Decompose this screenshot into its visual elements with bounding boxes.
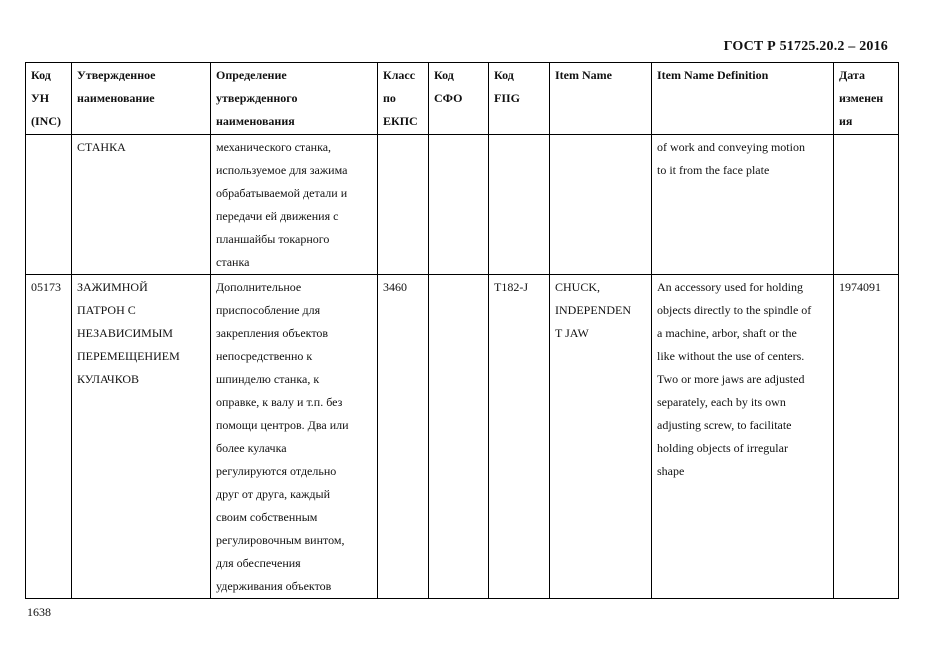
cell-text-line: СТАНКА xyxy=(77,140,126,154)
cell-text-line: для обеспечения xyxy=(216,556,301,570)
cell-text-line: изменен xyxy=(839,91,884,105)
cell-text-line: T182-J xyxy=(494,280,528,294)
document-header: ГОСТ Р 51725.20.2 – 2016 xyxy=(723,39,888,54)
cell-text-line: шпинделю станка, к xyxy=(216,372,320,386)
cell-definition xyxy=(211,275,378,599)
cell-text-line: Класс xyxy=(383,68,416,82)
cell-text-line: of work and conveying motion xyxy=(657,140,805,154)
cell-text-line: передачи ей движения с xyxy=(216,209,339,223)
cell-text-line: ПЕРЕМЕЩЕНИЕМ xyxy=(77,349,180,363)
cell-text-line: наименования xyxy=(216,114,295,128)
table-row-05173 xyxy=(26,275,899,599)
cell-approved-name xyxy=(72,275,211,599)
cell-text-line: ия xyxy=(839,114,853,128)
cell-ekps-class xyxy=(378,275,429,599)
cell-text-line: INDEPENDEN xyxy=(555,303,631,317)
cell-text-line: механического станка, xyxy=(216,140,332,154)
cell-item-name xyxy=(550,275,652,599)
cell-text-line: непосредственно к xyxy=(216,349,313,363)
cell-text-line: друг от друга, каждый xyxy=(216,487,331,501)
page-number: 1638 xyxy=(27,605,51,619)
cell-text-line: like without the use of centers. xyxy=(657,349,805,363)
cell-text-line: более кулачка xyxy=(216,441,287,455)
cell-item-name-definition xyxy=(652,135,834,275)
cell-text-line: 05173 xyxy=(31,280,61,294)
cell-sfo-code xyxy=(429,135,489,275)
cell-fiig-code xyxy=(489,135,550,275)
column-header-sfo-code xyxy=(429,63,489,135)
cell-text-line: Дата xyxy=(839,68,865,82)
cell-text-line: Дополнительное xyxy=(216,280,302,294)
cell-text-line: регулировочным винтом, xyxy=(216,533,345,547)
column-header-definition xyxy=(211,63,378,135)
cell-text-line: Код xyxy=(494,68,514,82)
cell-text-line: Код xyxy=(434,68,454,82)
cell-text-line: станка xyxy=(216,255,250,269)
cell-inc-code xyxy=(26,275,72,599)
cell-text-line: приспособление для xyxy=(216,303,321,317)
cell-ekps-class xyxy=(378,135,429,275)
cell-text-line: оправке, к валу и т.п. без xyxy=(216,395,343,409)
cell-text-line: регулируются отдельно xyxy=(216,464,337,478)
cell-text-line: Утвержденное xyxy=(77,68,156,82)
cell-text-line: наименование xyxy=(77,91,155,105)
cell-text-line: 3460 xyxy=(383,280,407,294)
cell-change-date xyxy=(834,275,899,599)
cell-text-line: T JAW xyxy=(555,326,589,340)
cell-text-line: Item Name Definition xyxy=(657,68,769,82)
table-header-row xyxy=(26,63,899,135)
cell-sfo-code xyxy=(429,275,489,599)
cell-text-line: Код xyxy=(31,68,51,82)
column-header-change-date xyxy=(834,63,899,135)
cell-text-line: ЕКПС xyxy=(383,114,418,128)
column-header-item-name-definition xyxy=(652,63,834,135)
cell-inc-code xyxy=(26,135,72,275)
cell-text-line: планшайбы токарного xyxy=(216,232,330,246)
column-header-inc-code xyxy=(26,63,72,135)
cell-text-line: утвержденного xyxy=(216,91,298,105)
cell-text-line: objects directly to the spindle of xyxy=(657,303,812,317)
cell-text-line: НЕЗАВИСИМЫМ xyxy=(77,326,173,340)
cell-text-line: (INC) xyxy=(31,114,61,128)
column-header-fiig-code xyxy=(489,63,550,135)
cell-text-line: shape xyxy=(657,464,685,478)
cell-text-line: 1974091 xyxy=(839,280,881,294)
column-header-approved-name xyxy=(72,63,211,135)
cell-text-line: Two or more jaws are adjusted xyxy=(657,372,805,386)
cell-text-line: обрабатываемой детали и xyxy=(216,186,348,200)
cell-definition xyxy=(211,135,378,275)
cell-text-line: КУЛАЧКОВ xyxy=(77,372,140,386)
cell-text-line: FIIG xyxy=(494,91,521,105)
column-header-item-name xyxy=(550,63,652,135)
cell-text-line: УН xyxy=(31,91,50,105)
cell-text-line: a machine, arbor, shaft or the xyxy=(657,326,797,340)
cell-text-line: Определение xyxy=(216,68,287,82)
cell-text-line: своим собственным xyxy=(216,510,318,524)
cell-text-line: по xyxy=(383,91,396,105)
cell-text-line: An accessory used for holding xyxy=(657,280,803,294)
cell-text-line: adjusting screw, to facilitate xyxy=(657,418,792,432)
cell-item-name-definition xyxy=(652,275,834,599)
item-name-table xyxy=(25,62,899,599)
table-row-continuation xyxy=(26,135,899,275)
cell-text-line: используемое для зажима xyxy=(216,163,348,177)
cell-fiig-code xyxy=(489,275,550,599)
cell-text-line: to it from the face plate xyxy=(657,163,770,177)
cell-text-line: удерживания объектов xyxy=(216,579,332,593)
cell-text-line: holding objects of irregular xyxy=(657,441,788,455)
cell-text-line: CHUCK, xyxy=(555,280,601,294)
cell-approved-name xyxy=(72,135,211,275)
cell-item-name xyxy=(550,135,652,275)
cell-text-line: ПАТРОН С xyxy=(77,303,136,317)
column-header-ekps-class xyxy=(378,63,429,135)
cell-text-line: СФО xyxy=(434,91,463,105)
cell-text-line: separately, each by its own xyxy=(657,395,786,409)
cell-text-line: закрепления объектов xyxy=(216,326,329,340)
cell-text-line: помощи центров. Два или xyxy=(216,418,349,432)
cell-change-date xyxy=(834,135,899,275)
cell-text-line: Item Name xyxy=(555,68,612,82)
cell-text-line: ЗАЖИМНОЙ xyxy=(77,280,148,294)
